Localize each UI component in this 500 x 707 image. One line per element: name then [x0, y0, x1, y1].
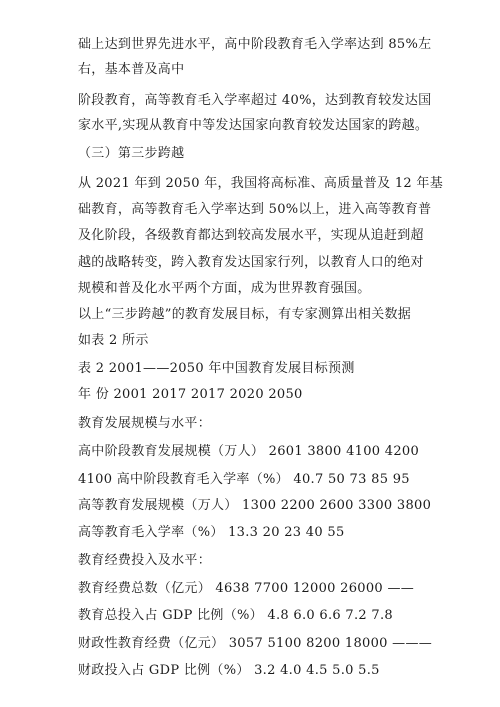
table-row: 高中阶段教育发展规模（万人） 2601 3800 4100 4200: [78, 444, 420, 459]
table-row: 财政性教育经费（亿元） 3057 5100 8200 18000 ———: [78, 636, 433, 651]
text-line: 越的战略转变，跨入教育发达国家行列，以教育人口的绝对: [78, 255, 424, 270]
table-row: 4100 高中阶段教育毛入学率（%） 40.7 50 73 85 95: [78, 472, 410, 487]
text-line: 阶段教育，高等教育毛入学率超过 40%，达到教育较发达国: [78, 93, 432, 108]
table-group-label: 教育经费投入及水平：: [78, 553, 212, 568]
text-line: 础上达到世界先进水平，高中阶段教育毛入学率达到 85%左: [78, 37, 432, 52]
text-line: 规模和普及化水平两个方面，成为世界教育强国。: [78, 281, 371, 296]
table-row: 高等教育毛入学率（%） 13.3 20 23 40 55: [78, 525, 345, 540]
table-group-label: 教育发展规模与水平：: [78, 416, 212, 431]
text-line: 从 2021 年到 2050 年，我国将高标准、高质量普及 12 年基: [78, 176, 444, 191]
text-line: 右，基本普及高中: [78, 62, 185, 77]
table-caption: 表 2 2001——2050 年中国教育发展目标预测: [78, 361, 355, 376]
text-line: 础教育，高等教育毛入学率达到 50%以上，进入高等教育普: [78, 202, 432, 217]
table-row: 财政投入占 GDP 比例（%） 3.2 4.0 4.5 5.0 5.5: [78, 663, 380, 678]
text-line: 及化阶段，各级教育都达到较高发展水平，实现从追赶到超: [78, 228, 424, 243]
text-line: 以上“三步跨越”的教育发展目标，有专家测算出相关数据: [78, 307, 412, 322]
text-line: 如表 2 所示: [78, 333, 149, 348]
section-heading: （三）第三步跨越: [78, 146, 185, 161]
text-line: 家水平,实现从教育中等发达国家向教育较发达国家的跨越。: [78, 118, 429, 133]
table-row: 教育总投入占 GDP 比例（%） 4.8 6.0 6.6 7.2 7.8: [78, 608, 394, 623]
table-row: 高等教育发展规模（万人） 1300 2200 2600 3300 3800: [78, 498, 432, 513]
table-header-row: 年 份 2001 2017 2017 2020 2050: [78, 387, 303, 402]
table-row: 教育经费总数（亿元） 4638 7700 12000 26000 ——: [78, 581, 415, 596]
